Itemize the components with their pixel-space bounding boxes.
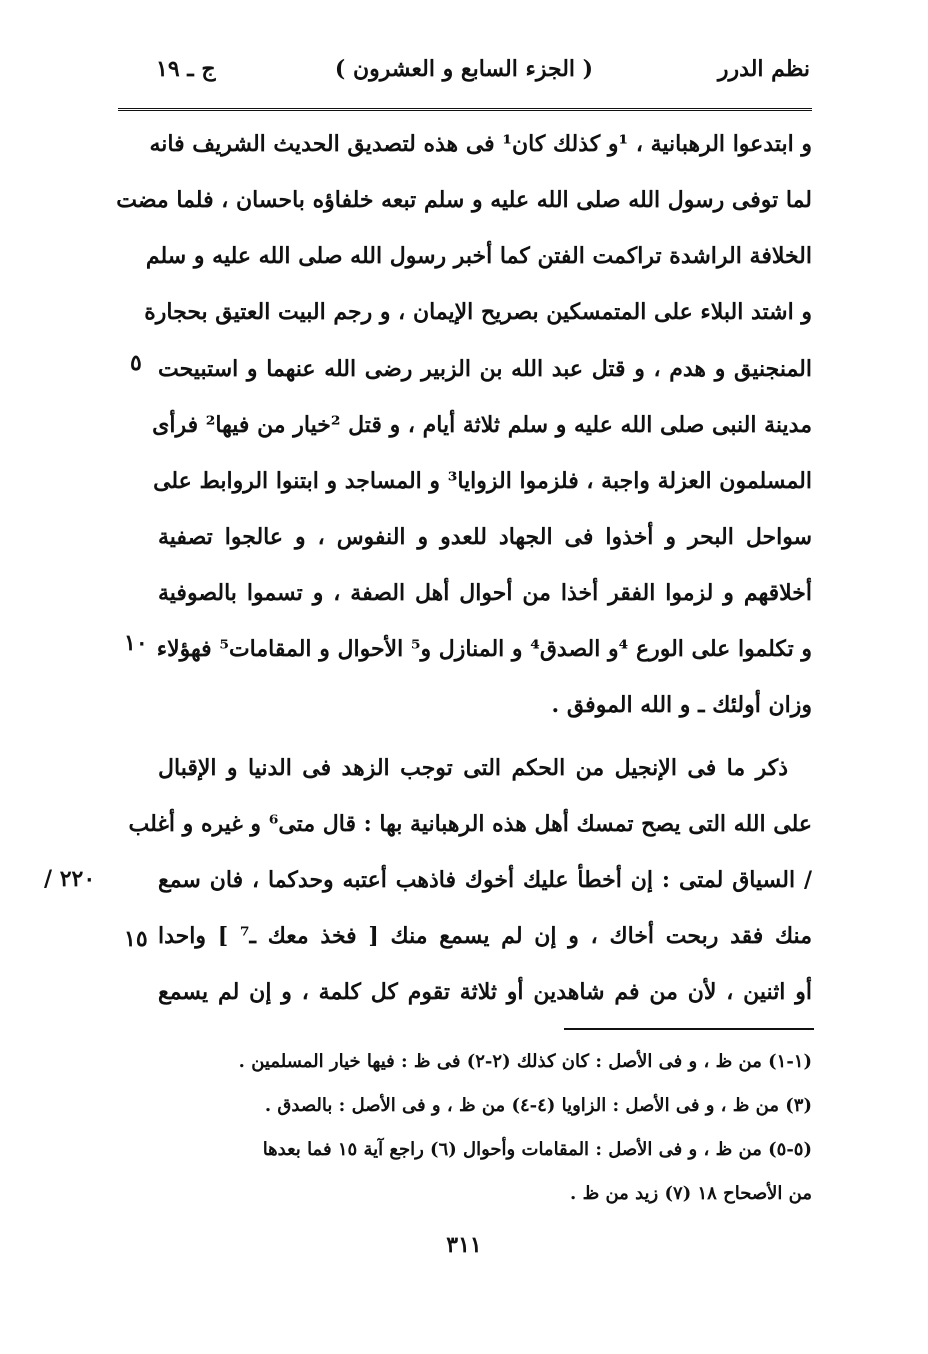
- page-number: ٣١١: [446, 1232, 482, 1258]
- line-number-15: ١٥: [124, 926, 148, 952]
- text-line: سواحل البحر و أخذوا فى الجهاد للعدو و النفوس ، و عالجوا تصفية: [158, 524, 812, 550]
- section-heading-line: ذكر ما فى الإنجيل من الحكم التى توجب الزهد فى الدنيا و الإقبال: [158, 755, 788, 781]
- manuscript-folio-ref: ٢٢٠ /: [44, 866, 96, 892]
- text-line: وزان أولئك ـ و الله الموفق .: [551, 692, 812, 718]
- header-book-title: نظم الدرر: [717, 56, 810, 82]
- text-line: / السياق لمتى : إن أخطأ عليك أخوك فاذهب أعتبه وحدكما ، فان سمع: [158, 867, 812, 893]
- text-line: و ابتدعوا الرهبانية ، ¹و كذلك كان¹ فى هذه لتصديق الحديث الشريف فانه: [149, 131, 812, 157]
- footnotes: [150, 1042, 812, 1218]
- line-number-10: ١٠: [124, 630, 148, 656]
- text-line: على الله التى يصح تمسك أهل هذه الرهبانية بها : قال متى⁶ و غيره و أغلب: [128, 811, 812, 837]
- text-line: الخلافة الراشدة تراكمت الفتن كما أخبر رسول الله صلى الله عليه و سلم: [145, 243, 812, 269]
- footnote-line: (١-١) من ظ ، و فى الأصل : كان كذلك (٢-٢) فى ظ : فيها خيار المسلمين .: [238, 1051, 812, 1072]
- footnote-rule: [564, 1028, 814, 1030]
- line-number-5: ٥: [130, 350, 142, 376]
- footnote-line: من الأصحاح ١٨ (٧) زيد من ظ .: [570, 1183, 812, 1204]
- header-volume-number: ج ـ ١٩: [156, 56, 216, 82]
- text-line: المسلمون العزلة واجبة ، فلزموا الزوايا³ و المساجد و ابتنوا الروابط على: [153, 468, 812, 494]
- text-line: مدينة النبى صلى الله عليه و سلم ثلاثة أيام ، و قتل ²خيار من فيها² فرأى: [152, 412, 812, 438]
- header-part-title: ( الجزء السابع و العشرون ): [334, 56, 594, 82]
- running-header: [118, 56, 810, 96]
- footnote-line: (٣) من ظ ، و فى الأصل : الزاويا (٤-٤) من ظ ، و فى الأصل : بالصدق .: [264, 1095, 812, 1116]
- text-line: المنجنيق و هدم ، و قتل عبد الله بن الزبير رضى الله عنهما و استبيحت: [158, 356, 812, 382]
- text-line: منك فقد ربحت أخاك ، و إن لم يسمع منك [ فخذ معك ـ⁷ ] واحدا: [158, 923, 812, 949]
- text-line: لما توفى رسول الله صلى الله عليه و سلم تبعه خلفاؤه باحسان ، فلما مضت: [116, 187, 812, 213]
- text-line: أخلاقهم و لزموا الفقر أخذا من أحوال أهل الصفة ، و تسموا بالصوفية: [158, 580, 812, 606]
- footnote-line: (٥-٥) من ظ ، و فى الأصل : المقامات وأحوال (٦) راجع آية ١٥ فما بعدها: [262, 1139, 812, 1160]
- header-rule: [118, 108, 812, 111]
- text-line: أو اثنين ، لأن من فم شاهدين أو ثلاثة تقوم كل كلمة ، و إن لم يسمع: [158, 979, 812, 1005]
- text-line: و اشتد البلاء على المتمسكين بصريح الإيمان ، و رجم البيت العتيق بحجارة: [144, 299, 812, 325]
- text-line: و تكلموا على الورع ⁴و الصدق⁴ و المنازل و⁵ الأحوال و المقامات⁵ فهؤلاء: [156, 636, 812, 662]
